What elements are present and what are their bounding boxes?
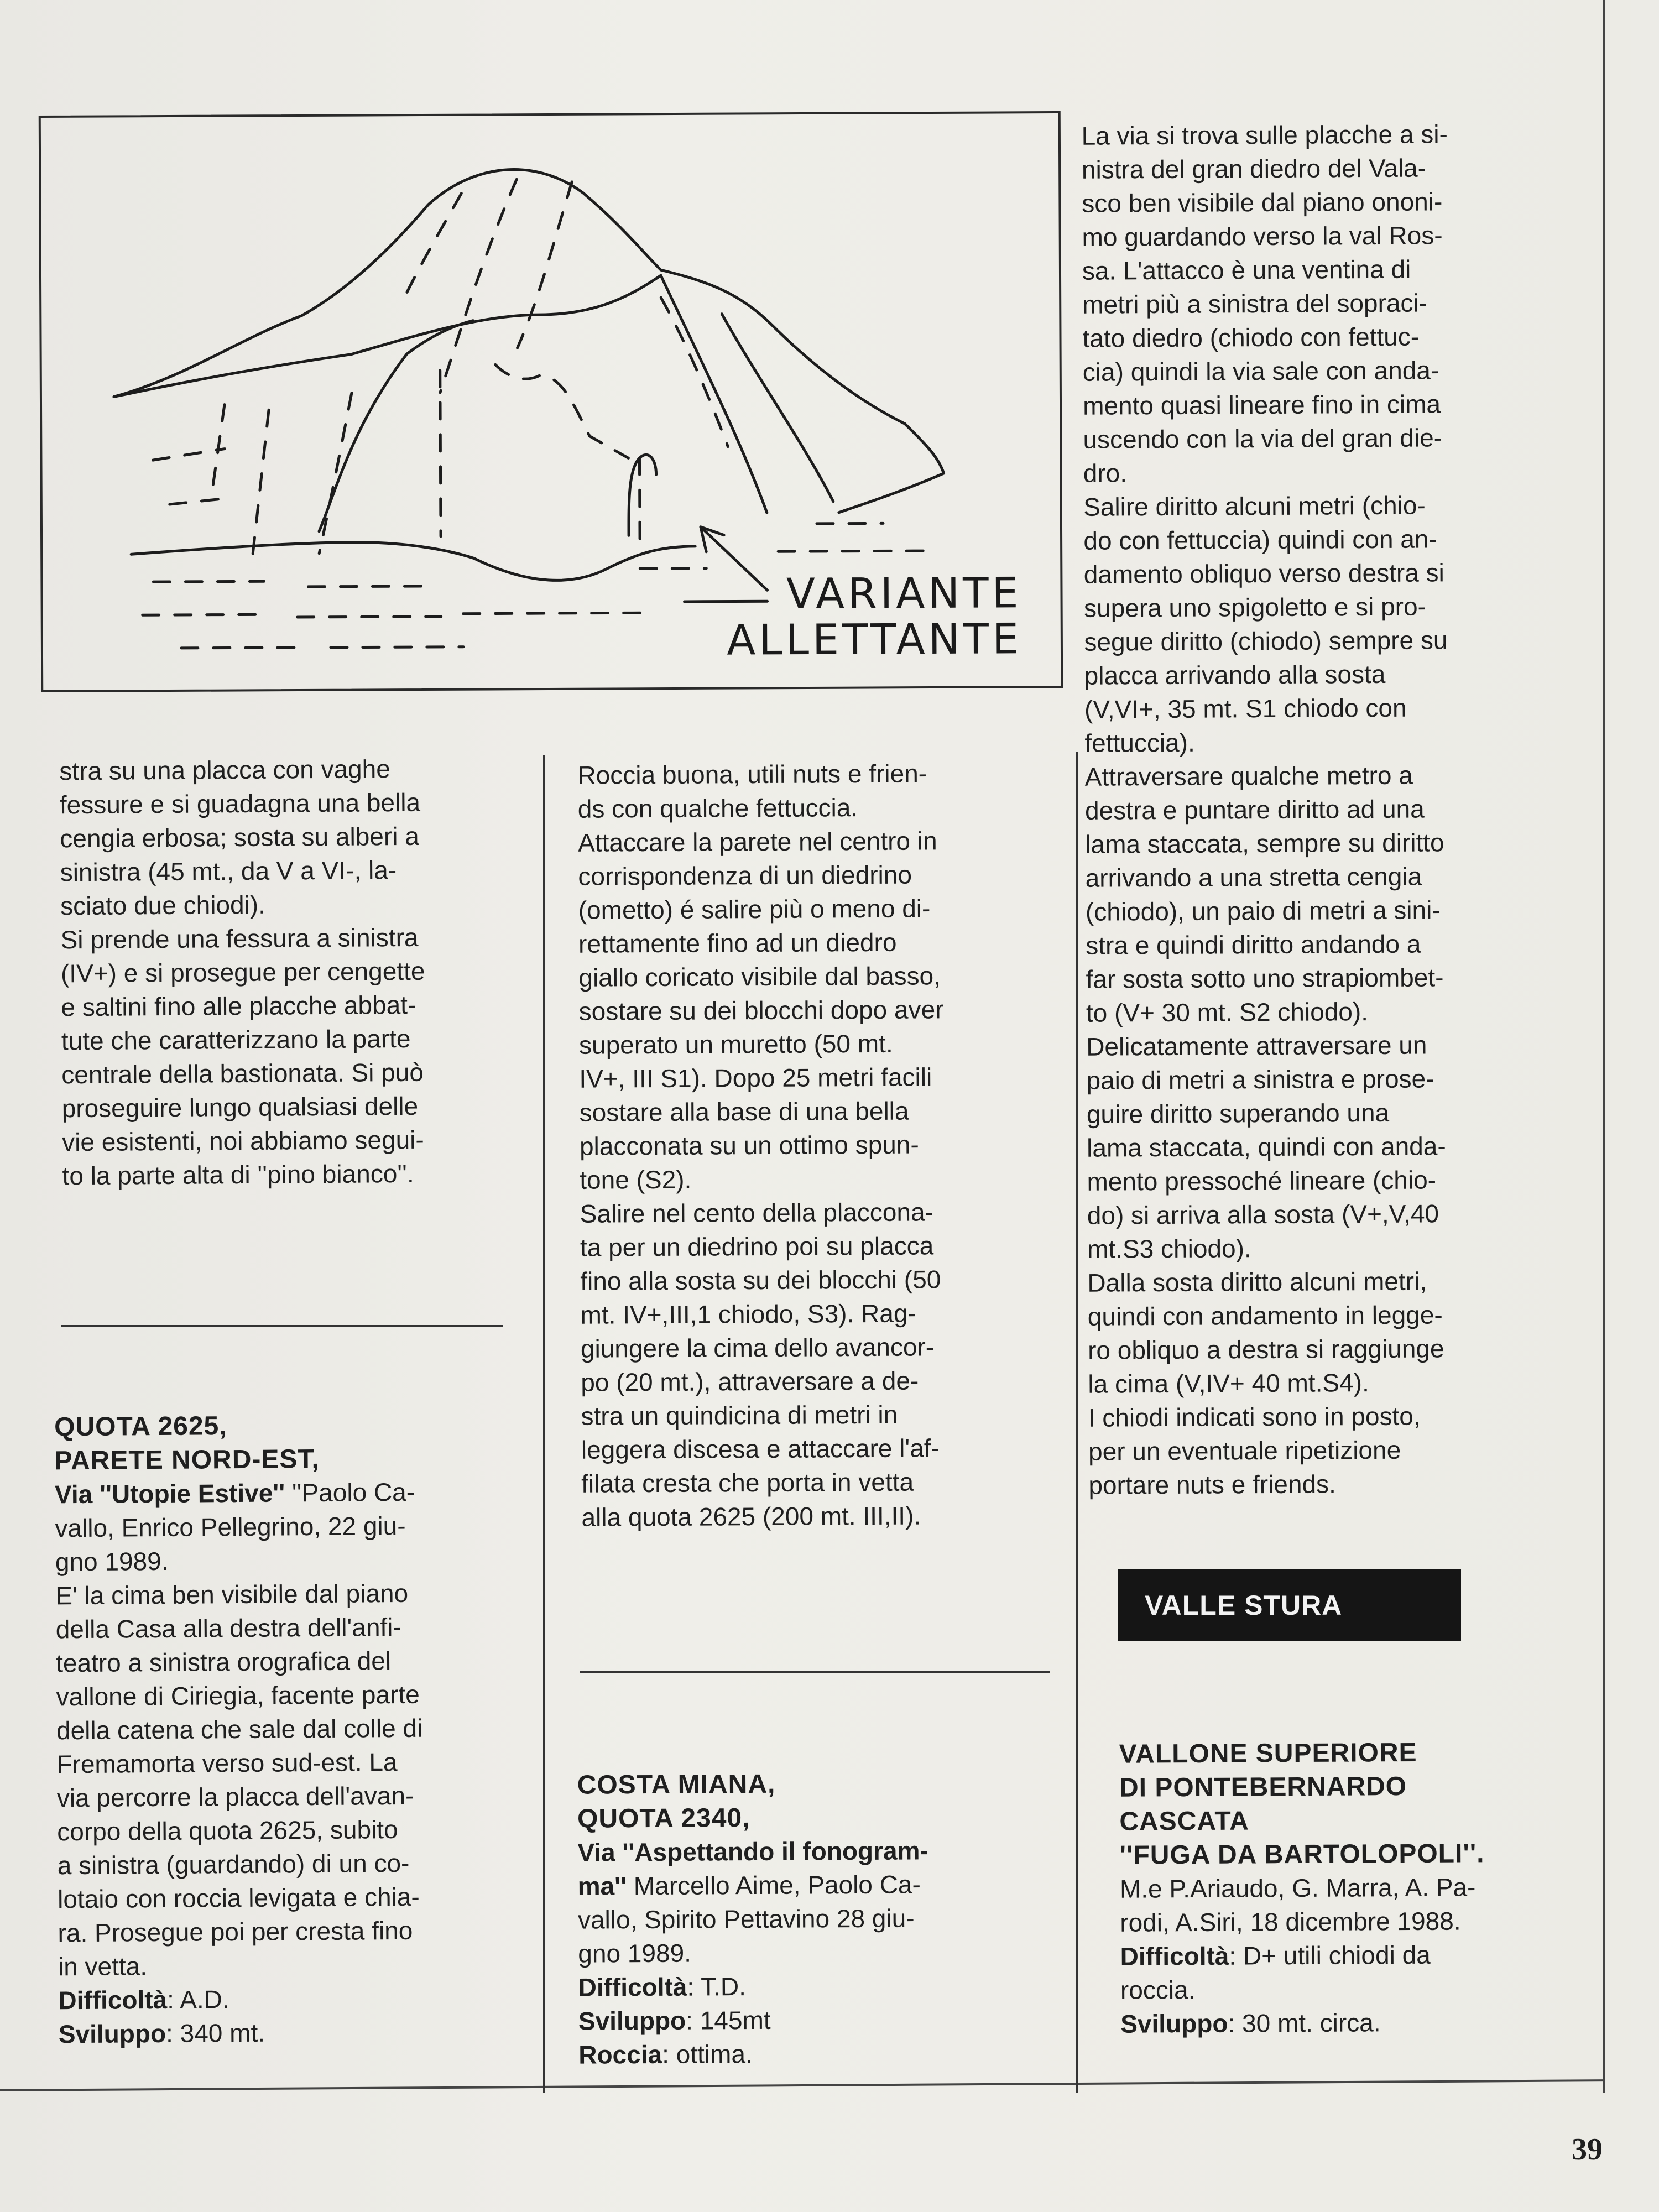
- frame-right-line: [1603, 0, 1605, 2093]
- text-line: ta per un diedrino poi su placca: [580, 1231, 934, 1262]
- text-line: lotaio con roccia levigata e chia-: [57, 1882, 420, 1914]
- right-column-entry: [1119, 1735, 1486, 2041]
- text-line: corpo della quota 2625, subito: [57, 1815, 398, 1846]
- text-line: ds con qualche fettuccia.: [577, 793, 858, 823]
- route-authors: ''Paolo Ca-: [284, 1477, 415, 1507]
- text-line: do) si arriva alla sosta (V+,V,40: [1087, 1199, 1439, 1230]
- text-line: rodi, A.Siri, 18 dicembre 1988.: [1120, 1906, 1461, 1937]
- text-line: po (20 mt.), attraversare a de-: [581, 1366, 919, 1397]
- text-line: Attraversare qualche metro a: [1084, 760, 1413, 791]
- entry-heading: QUOTA 2340,: [577, 1803, 750, 1834]
- text-line: della Casa alla destra dell'anfi-: [55, 1612, 401, 1644]
- route-name: Via ''Aspettando il fonogram-: [577, 1836, 928, 1867]
- length-value: : 340 mt.: [165, 2018, 265, 2048]
- text-line: tone (S2).: [580, 1165, 692, 1194]
- text-line: lama staccata, sempre su diritto: [1085, 828, 1444, 859]
- column-divider-left: [543, 755, 545, 2093]
- text-line: sa. L'attacco è una ventina di: [1082, 254, 1411, 285]
- text-line: giallo coricato visibile dal basso,: [578, 961, 941, 992]
- text-line: portare nuts e friends.: [1088, 1469, 1336, 1500]
- frame-bottom-line: [0, 2079, 1605, 2091]
- length-label: Sviluppo: [58, 2018, 166, 2049]
- text-line: nistra del gran diedro del Vala-: [1081, 153, 1427, 184]
- text-line: sostare su dei blocchi dopo aver: [578, 995, 944, 1026]
- text-line: a sinistra (guardando) di un co-: [57, 1848, 410, 1880]
- text-line: to la parte alta di ''pino bianco''.: [62, 1159, 414, 1191]
- text-line: (IV+) e si prosegue per cengette: [60, 956, 425, 988]
- text-line: far sosta sotto uno strapiombet-: [1086, 963, 1444, 994]
- text-line: paio di metri a sinistra e prose-: [1086, 1064, 1434, 1095]
- difficulty-label: Difficoltà: [578, 1972, 687, 2002]
- text-line: ro obliquo a destra si raggiunge: [1087, 1334, 1444, 1365]
- text-line: sinistra (45 mt., da V a VI-, la-: [60, 855, 397, 887]
- entry-heading: QUOTA 2625,: [54, 1411, 227, 1442]
- route-name: ''FUGA DA BARTOLOPOLI''.: [1119, 1839, 1485, 1870]
- text-line: in vetta.: [58, 1952, 148, 1981]
- text-line: arrivando a una stretta cengia: [1085, 862, 1422, 893]
- text-line: la cima (V,IV+ 40 mt.S4).: [1088, 1368, 1369, 1399]
- difficulty-label: Difficoltà: [58, 1985, 168, 2015]
- text-line: destra e puntare diritto ad una: [1084, 794, 1425, 825]
- text-line: IV+, III S1). Dopo 25 metri facili: [579, 1062, 932, 1093]
- text-line: roccia.: [1120, 1975, 1196, 2005]
- route-line: [578, 1867, 929, 1903]
- text-line: corrispondenza di un diedrino: [578, 860, 912, 891]
- text-line: ra. Prosegue poi per cresta fino: [58, 1916, 413, 1948]
- text-line: gno 1989.: [578, 1938, 692, 1968]
- rock-line: [578, 2036, 930, 2072]
- text-line: via percorre la placca dell'avan-: [56, 1781, 414, 1813]
- text-line: della catena che sale dal colle di: [56, 1713, 423, 1745]
- right-column-top-text: [1081, 117, 1454, 1502]
- difficulty-line: [58, 1981, 425, 2018]
- difficulty-line: [578, 1969, 929, 2004]
- figure-label-line1: VARIANTE: [786, 568, 1022, 619]
- difficulty-value: : A.D.: [167, 1985, 229, 2014]
- text-line: to (V+ 30 mt. S2 chiodo).: [1086, 997, 1369, 1027]
- difficulty-value: : T.D.: [687, 1972, 747, 2001]
- entry-heading: VALLONE SUPERIORE: [1119, 1738, 1417, 1769]
- text-line: Roccia buona, utili nuts e frien-: [577, 759, 927, 790]
- text-line: teatro a sinistra orografica del: [55, 1646, 392, 1678]
- text-line: mento quasi lineare fino in cima: [1083, 389, 1441, 420]
- rock-value: : ottima.: [662, 2039, 753, 2069]
- text-line: Dalla sosta diritto alcuni metri,: [1087, 1266, 1427, 1297]
- text-line: do con fettuccia) quindi con an-: [1083, 524, 1437, 555]
- route-name-end: ma'': [577, 1871, 627, 1901]
- text-line: sco ben visibile dal piano ononi-: [1082, 187, 1443, 218]
- text-line: per un eventuale ripetizione: [1088, 1435, 1401, 1466]
- section-badge: VALLE STURA: [1118, 1569, 1461, 1641]
- text-line: (V,VI+, 35 mt. S1 chiodo con: [1084, 693, 1407, 724]
- route-sketch-figure: [39, 111, 1063, 692]
- text-line: (chiodo), un paio di metri a sini-: [1085, 895, 1441, 926]
- text-line: (ometto) é salire più o meno di-: [578, 894, 931, 925]
- text-line: vallo, Enrico Pellegrino, 22 giu-: [55, 1511, 406, 1543]
- length-line: [578, 2002, 930, 2038]
- text-line: M.e P.Ariaudo, G. Marra, A. Pa-: [1119, 1872, 1476, 1903]
- entry-heading: PARETE NORD-EST,: [54, 1444, 320, 1476]
- text-line: cengia erbosa; sosta su alberi a: [60, 821, 419, 853]
- text-line: rettamente fino ad un diedro: [578, 927, 897, 958]
- text-line: filata cresta che porta in vetta: [581, 1467, 914, 1498]
- text-line: E' la cima ben visibile dal piano: [55, 1578, 409, 1610]
- text-line: fettuccia).: [1084, 728, 1195, 758]
- text-line: sostare alla base di una bella: [579, 1096, 909, 1127]
- text-line: mt.S3 chiodo).: [1087, 1234, 1251, 1264]
- text-line: mento pressoché lineare (chio-: [1087, 1165, 1437, 1196]
- text-line: sciato due chiodi).: [60, 890, 266, 921]
- route-name: Via ''Utopie Estive'': [54, 1478, 285, 1509]
- figure-label-line2: ALLETTANTE: [727, 614, 1022, 665]
- text-line: leggera discesa e attaccare l'af-: [581, 1433, 940, 1464]
- text-line: fino alla sosta su dei blocchi (50: [580, 1265, 941, 1296]
- text-line: mo guardando verso la val Ros-: [1082, 221, 1443, 252]
- text-line: cia) quindi la via sale con anda-: [1082, 356, 1439, 387]
- entry-heading: DI PONTEBERNARDO: [1119, 1772, 1407, 1803]
- text-line: Attaccare la parete nel centro in: [577, 826, 937, 857]
- text-line: stra su una placca con vaghe: [59, 754, 391, 786]
- text-line: supera uno spigoletto e si pro-: [1083, 592, 1427, 623]
- text-line: Salire nel cento della placcona-: [580, 1197, 934, 1228]
- text-line: proseguire lungo qualsiasi delle: [61, 1091, 419, 1123]
- text-line: quindi con andamento in legge-: [1087, 1300, 1443, 1331]
- difficulty-value: : D+ utili chiodi da: [1229, 1940, 1431, 1970]
- left-separator-rule: [61, 1325, 503, 1327]
- text-line: guire diritto superando una: [1086, 1098, 1390, 1129]
- text-line: damento obliquo verso destra si: [1083, 558, 1444, 589]
- text-line: stra e quindi diritto andando a: [1086, 929, 1421, 960]
- text-line: alla quota 2625 (200 mt. III,II).: [581, 1501, 921, 1532]
- rock-label: Roccia: [578, 2039, 662, 2069]
- difficulty-line: [1120, 1938, 1485, 1973]
- column-divider-right: [1076, 752, 1078, 2093]
- text-line: lama staccata, quindi con anda-: [1087, 1131, 1446, 1162]
- text-line: vie esistenti, noi abbiamo segui-: [61, 1125, 424, 1157]
- text-line: Si prende una fessura a sinistra: [60, 922, 419, 954]
- entry-heading: CASCATA: [1119, 1806, 1250, 1837]
- length-label: Sviluppo: [1120, 2008, 1228, 2038]
- left-column-entry: [54, 1408, 425, 2052]
- text-line: I chiodi indicati sono in posto,: [1088, 1401, 1421, 1432]
- text-line: dro.: [1083, 458, 1128, 488]
- left-column-text: [59, 752, 426, 1193]
- route-authors: Marcello Aime, Paolo Ca-: [626, 1870, 921, 1901]
- length-value: : 145mt: [686, 2005, 771, 2035]
- text-line: stra un quindicina di metri in: [581, 1400, 898, 1431]
- length-value: : 30 mt. circa.: [1228, 2008, 1381, 2038]
- text-line: vallo, Spirito Pettavino 28 giu-: [577, 1903, 915, 1934]
- middle-separator-rule: [580, 1671, 1050, 1673]
- route-line: [55, 1475, 421, 1512]
- text-line: segue diritto (chiodo) sempre su: [1084, 625, 1448, 656]
- entry-heading: COSTA MIANA,: [577, 1769, 776, 1800]
- text-line: La via si trova sulle placche a si-: [1081, 119, 1448, 150]
- length-label: Sviluppo: [578, 2006, 686, 2036]
- text-line: Fremamorta verso sud-est. La: [56, 1747, 398, 1779]
- text-line: fessure e si guadagna una bella: [59, 787, 421, 820]
- length-line: [1120, 2005, 1485, 2041]
- text-line: Salire diritto alcuni metri (chio-: [1083, 491, 1426, 521]
- text-line: superato un muretto (50 mt.: [578, 1029, 893, 1060]
- text-line: gno 1989.: [55, 1546, 169, 1577]
- text-line: e saltini fino alle placche abbat-: [61, 990, 416, 1022]
- text-line: metri più a sinistra del sopraci-: [1082, 288, 1428, 319]
- text-line: uscendo con la via del gran die-: [1083, 423, 1443, 454]
- middle-column-entry: [577, 1766, 930, 2072]
- page-number: 39: [1572, 2132, 1603, 2167]
- text-line: mt. IV+,III,1 chiodo, S3). Rag-: [580, 1298, 916, 1329]
- text-line: vallone di Ciriegia, facente parte: [56, 1679, 420, 1712]
- text-line: placconata su un ottimo spun-: [579, 1130, 919, 1161]
- text-line: tute che caratterizzano la parte: [61, 1024, 411, 1056]
- middle-column-text: [577, 757, 946, 1534]
- text-line: placca arrivando alla sosta: [1084, 659, 1386, 690]
- text-line: tato diedro (chiodo con fettuc-: [1082, 322, 1420, 353]
- length-line: [59, 2015, 425, 2052]
- text-line: giungere la cima dello avancor-: [580, 1332, 935, 1363]
- text-line: centrale della bastionata. Si può: [61, 1057, 424, 1089]
- text-line: Delicatamente attraversare un: [1086, 1030, 1427, 1061]
- difficulty-label: Difficoltà: [1120, 1941, 1229, 1971]
